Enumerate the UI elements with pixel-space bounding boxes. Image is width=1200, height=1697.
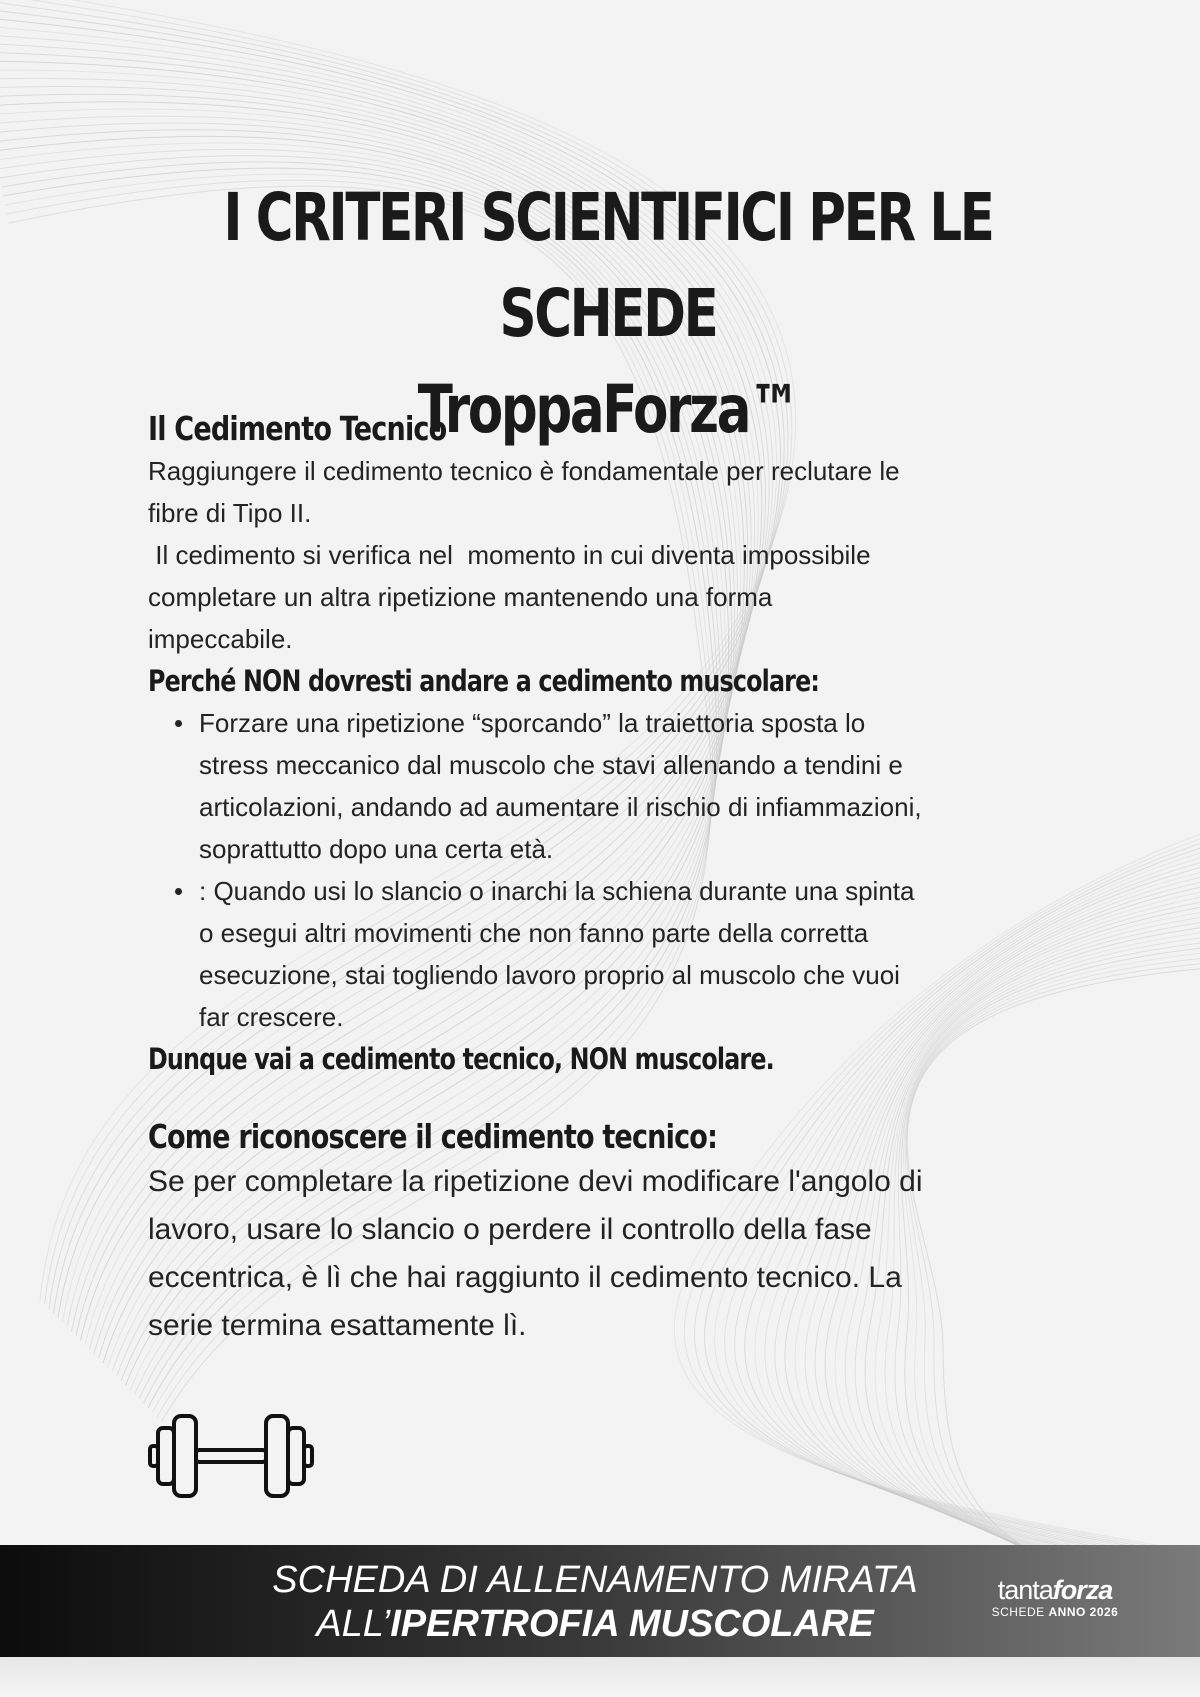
footer-strong: IPERTROFIA MUSCOLARE bbox=[390, 1603, 874, 1645]
paragraph-line: fibre di Tipo II. bbox=[148, 498, 312, 528]
brand-subtitle bbox=[980, 1605, 1130, 1619]
brand-logo bbox=[980, 1575, 1130, 1619]
paragraph-line: impeccabile. bbox=[148, 624, 293, 654]
bullet-line: far crescere. bbox=[199, 1002, 344, 1032]
section-heading: Il Cedimento Tecnico bbox=[148, 409, 447, 448]
bullet-line: stress meccanico dal muscolo che stavi allenando a tendini e bbox=[199, 750, 903, 780]
paragraph-line: Se per completare la ripetizione devi modificare l'angolo di bbox=[148, 1165, 923, 1198]
list-item bbox=[199, 870, 1068, 1038]
dumbbell-icon bbox=[148, 1410, 318, 1502]
list-item bbox=[199, 702, 1068, 870]
paragraph-line: lavoro, usare lo slancio o perdere il controllo della fase bbox=[148, 1213, 872, 1246]
bullet-line: Forzare una ripetizione “sporcando” la traiettoria sposta lo bbox=[199, 708, 866, 738]
footer-banner bbox=[0, 1545, 1200, 1657]
brand-sub-light: SCHEDE bbox=[991, 1605, 1049, 1619]
footer-line-1: SCHEDA DI ALLENAMENTO MIRATA bbox=[272, 1559, 918, 1601]
paragraph-line: serie termina esattamente lì. bbox=[148, 1309, 527, 1342]
brand-light: tanta bbox=[997, 1575, 1053, 1605]
bullet-line: : Quando usi lo slancio o inarchi la schiena durante una spinta bbox=[199, 876, 915, 906]
conclusion: Dunque vai a cedimento tecnico, NON muscolare. bbox=[148, 1042, 774, 1076]
page-content bbox=[148, 170, 1068, 1342]
section-heading-non-muscolare: Perché NON dovresti andare a cedimento muscolare: bbox=[148, 664, 820, 698]
bullet-line: o esegui altri movimenti che non fanno parte della corretta bbox=[199, 918, 869, 948]
paragraph-line: eccentrica, è lì che hai raggiunto il cedimento tecnico. La bbox=[148, 1261, 902, 1294]
paragraph-line: Raggiungere il cedimento tecnico è fondamentale per reclutare le bbox=[148, 456, 900, 486]
title-line-2: TroppaForza™ bbox=[417, 371, 799, 448]
brand-name bbox=[980, 1575, 1130, 1605]
bullet-line: soprattutto dopo una certa età. bbox=[199, 834, 554, 864]
footer-line-2 bbox=[210, 1602, 980, 1646]
bullet-line: articolazioni, andando ad aumentare il rischio di infiammazioni, bbox=[199, 792, 922, 822]
paragraph-line: Il cedimento si verifica nel momento in cui diventa impossibile bbox=[148, 540, 871, 570]
paragraph-line: completare un altra ripetizione mantenendo una forma bbox=[148, 582, 773, 612]
bullet-list bbox=[148, 702, 1068, 1038]
section-cedimento-tecnico bbox=[148, 408, 1068, 1350]
bottom-strip bbox=[0, 1657, 1200, 1697]
brand-sub-bold: ANNO 2026 bbox=[1048, 1605, 1119, 1619]
bullet-line: esecuzione, stai togliendo lavoro proprio al muscolo che vuoi bbox=[199, 960, 900, 990]
footer-prefix: ALL’ bbox=[316, 1603, 391, 1645]
title-line-1: I CRITERI SCIENTIFICI PER LE SCHEDE bbox=[223, 179, 993, 352]
section-heading-riconoscere: Come riconoscere il cedimento tecnico: bbox=[148, 1117, 718, 1156]
brand-bold: forza bbox=[1052, 1575, 1113, 1605]
